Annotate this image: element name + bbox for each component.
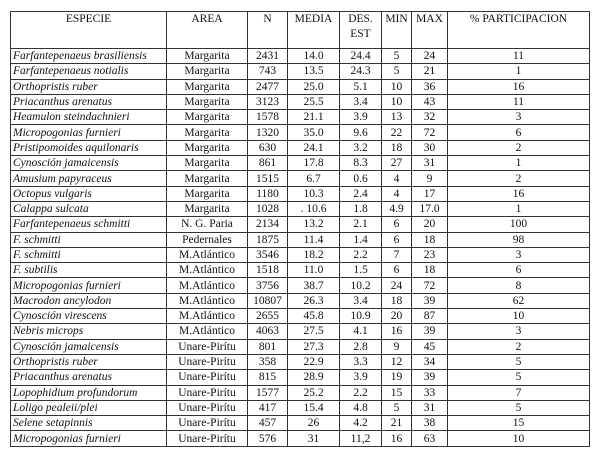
cell-media: 25.2 xyxy=(288,385,340,400)
cell-media: 10.3 xyxy=(288,186,340,201)
cell-participacion: 2 xyxy=(448,171,590,186)
cell-min: 5 xyxy=(382,49,412,64)
table-row xyxy=(11,339,590,354)
cell-area: M.Atlántico xyxy=(167,263,248,278)
cell-max: 30 xyxy=(412,140,448,155)
cell-area: Unare-Pirítu xyxy=(167,354,248,369)
cell-participacion: 8 xyxy=(448,278,590,293)
table-row xyxy=(11,186,590,201)
table-row xyxy=(11,278,590,293)
cell-area: Margarita xyxy=(167,125,248,140)
cell-media: 26.3 xyxy=(288,293,340,308)
cell-area: Margarita xyxy=(167,171,248,186)
cell-participacion: 2 xyxy=(448,140,590,155)
cell-media: 31 xyxy=(288,431,340,446)
cell-media: 11.0 xyxy=(288,263,340,278)
cell-des-est: 3.4 xyxy=(340,94,382,109)
cell-especie: Lopophidium profundorum xyxy=(11,385,167,400)
cell-media: 13.5 xyxy=(288,64,340,79)
cell-area: M.Atlántico xyxy=(167,247,248,262)
cell-min: 22 xyxy=(382,125,412,140)
table-row xyxy=(11,64,590,79)
cell-media: 24.1 xyxy=(288,140,340,155)
cell-participacion: 62 xyxy=(448,293,590,308)
cell-min: 15 xyxy=(382,385,412,400)
cell-especie: Pristipomoides aquilonaris xyxy=(11,140,167,155)
cell-media: 11.4 xyxy=(288,232,340,247)
cell-n: 2477 xyxy=(248,79,288,94)
cell-n: 3123 xyxy=(248,94,288,109)
cell-max: 33 xyxy=(412,385,448,400)
cell-participacion: 11 xyxy=(448,94,590,109)
cell-des-est: 1.8 xyxy=(340,201,382,216)
cell-max: 87 xyxy=(412,309,448,324)
cell-min: 4 xyxy=(382,186,412,201)
cell-participacion: 15 xyxy=(448,416,590,431)
cell-participacion: 2 xyxy=(448,339,590,354)
cell-participacion: 6 xyxy=(448,263,590,278)
cell-des-est: 3.4 xyxy=(340,293,382,308)
cell-especie: Farfantepenaeus schmitti xyxy=(11,217,167,232)
cell-participacion: 10 xyxy=(448,431,590,446)
cell-des-est: 8.3 xyxy=(340,156,382,171)
cell-max: 34 xyxy=(412,354,448,369)
cell-media: . 10.6 xyxy=(288,201,340,216)
cell-participacion: 1 xyxy=(448,156,590,171)
cell-especie: Micropogonias furnieri xyxy=(11,278,167,293)
cell-des-est: 2.2 xyxy=(340,247,382,262)
cell-area: Margarita xyxy=(167,201,248,216)
cell-media: 14.0 xyxy=(288,49,340,64)
cell-max: 45 xyxy=(412,339,448,354)
cell-participacion: 10 xyxy=(448,309,590,324)
cell-especie: Cynosción jamaicensis xyxy=(11,339,167,354)
cell-area: Unare-Pirítu xyxy=(167,416,248,431)
cell-area: Margarita xyxy=(167,94,248,109)
cell-max: 36 xyxy=(412,79,448,94)
cell-especie: Priacanthus arenatus xyxy=(11,370,167,385)
cell-media: 26 xyxy=(288,416,340,431)
cell-min: 6 xyxy=(382,217,412,232)
cell-n: 1320 xyxy=(248,125,288,140)
table-row xyxy=(11,385,590,400)
cell-participacion: 5 xyxy=(448,400,590,415)
cell-min: 7 xyxy=(382,247,412,262)
cell-area: N. G. Paria xyxy=(167,217,248,232)
cell-n: 815 xyxy=(248,370,288,385)
cell-max: 63 xyxy=(412,431,448,446)
cell-min: 5 xyxy=(382,64,412,79)
cell-des-est: 24.4 xyxy=(340,49,382,64)
cell-min: 13 xyxy=(382,110,412,125)
cell-especie: Priacanthus arenatus xyxy=(11,94,167,109)
cell-max: 21 xyxy=(412,64,448,79)
cell-n: 2134 xyxy=(248,217,288,232)
cell-especie: F. subtilis xyxy=(11,263,167,278)
cell-n: 861 xyxy=(248,156,288,171)
cell-max: 32 xyxy=(412,110,448,125)
cell-area: Pedernales xyxy=(167,232,248,247)
cell-area: Unare-Pirítu xyxy=(167,385,248,400)
cell-area: M.Atlántico xyxy=(167,293,248,308)
cell-n: 1518 xyxy=(248,263,288,278)
cell-des-est: 2.2 xyxy=(340,385,382,400)
table-row xyxy=(11,431,590,446)
cell-participacion: 7 xyxy=(448,385,590,400)
cell-area: M.Atlántico xyxy=(167,309,248,324)
cell-n: 10807 xyxy=(248,293,288,308)
cell-media: 27.3 xyxy=(288,339,340,354)
cell-max: 31 xyxy=(412,156,448,171)
table-row xyxy=(11,324,590,339)
header-max: MAX xyxy=(412,12,448,49)
cell-n: 417 xyxy=(248,400,288,415)
cell-max: 17.0 xyxy=(412,201,448,216)
cell-especie: Cynosción virescens xyxy=(11,309,167,324)
species-table xyxy=(10,11,590,447)
table-row xyxy=(11,370,590,385)
cell-min: 10 xyxy=(382,79,412,94)
cell-min: 10 xyxy=(382,94,412,109)
cell-max: 9 xyxy=(412,171,448,186)
cell-especie: Loligo pealeii/plei xyxy=(11,400,167,415)
cell-n: 2655 xyxy=(248,309,288,324)
header-participacion: % PARTICIPACION xyxy=(448,12,590,49)
cell-max: 72 xyxy=(412,278,448,293)
cell-max: 39 xyxy=(412,370,448,385)
cell-participacion: 6 xyxy=(448,125,590,140)
cell-especie: Amusium papyraceus xyxy=(11,171,167,186)
cell-participacion: 98 xyxy=(448,232,590,247)
cell-max: 24 xyxy=(412,49,448,64)
table-row xyxy=(11,79,590,94)
cell-min: 24 xyxy=(382,278,412,293)
cell-media: 25.0 xyxy=(288,79,340,94)
cell-max: 18 xyxy=(412,232,448,247)
cell-min: 5 xyxy=(382,400,412,415)
header-des-est: DES. EST xyxy=(340,12,382,49)
table-row xyxy=(11,354,590,369)
table-row xyxy=(11,247,590,262)
cell-media: 15.4 xyxy=(288,400,340,415)
table-row xyxy=(11,125,590,140)
cell-especie: Cynosción jamaicensis xyxy=(11,156,167,171)
cell-max: 18 xyxy=(412,263,448,278)
cell-min: 27 xyxy=(382,156,412,171)
table-row xyxy=(11,94,590,109)
cell-n: 630 xyxy=(248,140,288,155)
cell-min: 18 xyxy=(382,140,412,155)
cell-des-est: 2.4 xyxy=(340,186,382,201)
cell-media: 13.2 xyxy=(288,217,340,232)
cell-media: 27.5 xyxy=(288,324,340,339)
cell-especie: Farfantepenaeus brasiliensis xyxy=(11,49,167,64)
cell-especie: Micropogonias furnieri xyxy=(11,431,167,446)
cell-especie: F. schmitti xyxy=(11,232,167,247)
cell-n: 1028 xyxy=(248,201,288,216)
header-row xyxy=(11,12,590,49)
table-row xyxy=(11,49,590,64)
cell-min: 16 xyxy=(382,431,412,446)
cell-media: 21.1 xyxy=(288,110,340,125)
cell-area: Unare-Pirítu xyxy=(167,400,248,415)
table-row xyxy=(11,217,590,232)
cell-des-est: 3.9 xyxy=(340,370,382,385)
table-row xyxy=(11,140,590,155)
cell-des-est: 10.9 xyxy=(340,309,382,324)
cell-participacion: 100 xyxy=(448,217,590,232)
cell-especie: Octopus vulgaris xyxy=(11,186,167,201)
cell-max: 43 xyxy=(412,94,448,109)
cell-min: 18 xyxy=(382,293,412,308)
cell-des-est: 3.9 xyxy=(340,110,382,125)
cell-especie: Macrodon ancylodon xyxy=(11,293,167,308)
header-media: MEDIA xyxy=(288,12,340,49)
cell-media: 6.7 xyxy=(288,171,340,186)
table-row xyxy=(11,110,590,125)
cell-especie: Orthopristis ruber xyxy=(11,354,167,369)
cell-participacion: 16 xyxy=(448,186,590,201)
cell-min: 4.9 xyxy=(382,201,412,216)
cell-des-est: 0.6 xyxy=(340,171,382,186)
cell-max: 23 xyxy=(412,247,448,262)
cell-participacion: 1 xyxy=(448,201,590,216)
cell-area: Unare-Pirítu xyxy=(167,370,248,385)
cell-especie: Farfantepenaeus notialis xyxy=(11,64,167,79)
table-row xyxy=(11,293,590,308)
cell-n: 358 xyxy=(248,354,288,369)
cell-area: Margarita xyxy=(167,110,248,125)
cell-max: 38 xyxy=(412,416,448,431)
cell-min: 21 xyxy=(382,416,412,431)
cell-especie: Heamulon steindachnieri xyxy=(11,110,167,125)
cell-participacion: 3 xyxy=(448,247,590,262)
cell-area: Margarita xyxy=(167,156,248,171)
cell-min: 12 xyxy=(382,354,412,369)
table-row xyxy=(11,232,590,247)
cell-min: 6 xyxy=(382,232,412,247)
cell-n: 1578 xyxy=(248,110,288,125)
cell-area: Margarita xyxy=(167,49,248,64)
table-row xyxy=(11,201,590,216)
cell-n: 576 xyxy=(248,431,288,446)
header-min: MIN xyxy=(382,12,412,49)
cell-participacion: 5 xyxy=(448,370,590,385)
cell-des-est: 3.3 xyxy=(340,354,382,369)
cell-media: 38.7 xyxy=(288,278,340,293)
cell-min: 19 xyxy=(382,370,412,385)
cell-media: 17.8 xyxy=(288,156,340,171)
table-row xyxy=(11,416,590,431)
header-n: N xyxy=(248,12,288,49)
table-row xyxy=(11,171,590,186)
cell-des-est: 9.6 xyxy=(340,125,382,140)
cell-n: 4063 xyxy=(248,324,288,339)
cell-especie: Selene setapinnis xyxy=(11,416,167,431)
cell-especie: Orthopristis ruber xyxy=(11,79,167,94)
cell-n: 3546 xyxy=(248,247,288,262)
cell-especie: F. schmitti xyxy=(11,247,167,262)
cell-area: Margarita xyxy=(167,186,248,201)
table-row xyxy=(11,156,590,171)
cell-area: Margarita xyxy=(167,64,248,79)
cell-des-est: 10.2 xyxy=(340,278,382,293)
cell-des-est: 5.1 xyxy=(340,79,382,94)
cell-participacion: 16 xyxy=(448,79,590,94)
cell-area: Margarita xyxy=(167,140,248,155)
cell-n: 1875 xyxy=(248,232,288,247)
cell-des-est: 4.8 xyxy=(340,400,382,415)
cell-des-est: 11,2 xyxy=(340,431,382,446)
cell-des-est: 3.2 xyxy=(340,140,382,155)
cell-area: Unare-Pirítu xyxy=(167,431,248,446)
cell-des-est: 24.3 xyxy=(340,64,382,79)
cell-media: 25.5 xyxy=(288,94,340,109)
cell-n: 1180 xyxy=(248,186,288,201)
cell-especie: Nebris microps xyxy=(11,324,167,339)
cell-participacion: 11 xyxy=(448,49,590,64)
cell-n: 457 xyxy=(248,416,288,431)
cell-des-est: 2.1 xyxy=(340,217,382,232)
cell-min: 20 xyxy=(382,309,412,324)
cell-n: 1515 xyxy=(248,171,288,186)
cell-n: 743 xyxy=(248,64,288,79)
cell-n: 801 xyxy=(248,339,288,354)
cell-n: 3756 xyxy=(248,278,288,293)
cell-media: 28.9 xyxy=(288,370,340,385)
cell-especie: Micropogonias furnieri xyxy=(11,125,167,140)
cell-n: 1577 xyxy=(248,385,288,400)
cell-des-est: 1.4 xyxy=(340,232,382,247)
cell-des-est: 4.1 xyxy=(340,324,382,339)
cell-min: 6 xyxy=(382,263,412,278)
header-especie: ESPECIE xyxy=(11,12,167,49)
cell-max: 31 xyxy=(412,400,448,415)
cell-area: Margarita xyxy=(167,79,248,94)
cell-area: M.Atlántico xyxy=(167,324,248,339)
cell-media: 45.8 xyxy=(288,309,340,324)
table-row xyxy=(11,309,590,324)
cell-des-est: 1.5 xyxy=(340,263,382,278)
table-row xyxy=(11,400,590,415)
cell-max: 39 xyxy=(412,324,448,339)
cell-media: 22.9 xyxy=(288,354,340,369)
cell-participacion: 3 xyxy=(448,110,590,125)
cell-participacion: 3 xyxy=(448,324,590,339)
cell-max: 20 xyxy=(412,217,448,232)
cell-media: 35.0 xyxy=(288,125,340,140)
cell-media: 18.2 xyxy=(288,247,340,262)
cell-participacion: 1 xyxy=(448,64,590,79)
cell-area: M.Atlántico xyxy=(167,278,248,293)
cell-min: 16 xyxy=(382,324,412,339)
cell-n: 2431 xyxy=(248,49,288,64)
cell-min: 9 xyxy=(382,339,412,354)
cell-participacion: 5 xyxy=(448,354,590,369)
table-row xyxy=(11,263,590,278)
cell-max: 72 xyxy=(412,125,448,140)
cell-especie: Calappa sulcata xyxy=(11,201,167,216)
header-area: AREA xyxy=(167,12,248,49)
cell-min: 4 xyxy=(382,171,412,186)
cell-des-est: 2.8 xyxy=(340,339,382,354)
cell-des-est: 4.2 xyxy=(340,416,382,431)
cell-area: Unare-Pirítu xyxy=(167,339,248,354)
cell-max: 17 xyxy=(412,186,448,201)
cell-max: 39 xyxy=(412,293,448,308)
